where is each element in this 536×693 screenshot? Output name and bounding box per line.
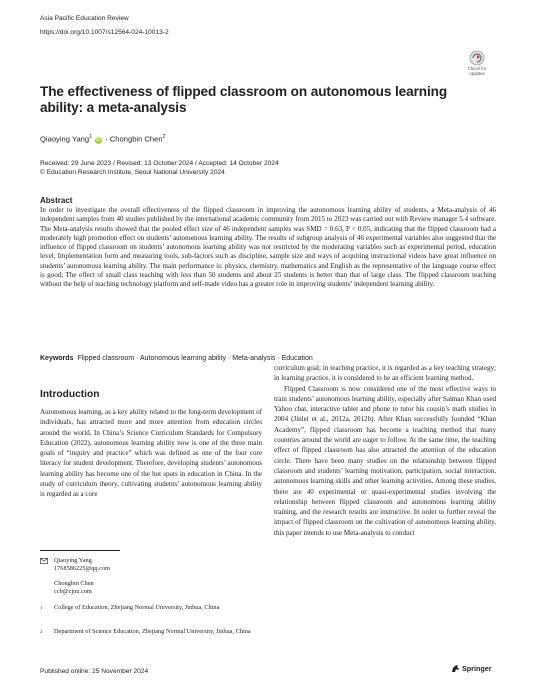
section-heading-introduction: Introduction <box>40 389 100 400</box>
contact-email[interactable]: ccb@zjnu.com <box>54 587 92 595</box>
badge-label <box>458 66 496 76</box>
published-online: Published online: 25 November 2024 <box>40 668 149 675</box>
contact-email[interactable]: 1768586225@qq.com <box>54 565 110 573</box>
author-list <box>40 134 165 144</box>
doi-link[interactable]: https://doi.org/10.1007/s12564-024-10013-2 <box>40 29 169 36</box>
footnote-rule <box>40 550 120 551</box>
author-name[interactable]: Chongbin Chen <box>109 134 163 144</box>
paragraph: curriculum goal; in teaching practice, it is regarded as a key teaching strategy; in learning practice, it is considered to be an efficient learning method. <box>274 364 496 383</box>
check-updates-icon <box>458 50 496 66</box>
check-for-updates-badge[interactable] <box>458 50 496 80</box>
author-separator: · <box>105 134 108 144</box>
affiliation-text: College of Education, Zhejiang Normal University, Jinhua, China <box>54 604 220 611</box>
orcid-icon[interactable]: iD <box>96 136 101 143</box>
affiliation-sup: 2 <box>162 134 166 140</box>
abstract-text: In order to investigate the overall effectiveness of the flipped classroom in improving the autonomous learning ability of students, a Meta-analysis of 46 independent samples from 40 studies published by the international academic community from 2015 to 2023 was carried out with Review manager 5.4 software. The Meta-analysis results showed that the pooled effect size of 46 independent samples was SMD = 0.63, P < 0.05, indicating that the flipped classroom had a moderately high promotion effect on students’ autonomous learning ability. The results of subgroup analysis of 46 experimental variables also suggested that the influence of flipped classroom on students’ autonomous learning ability was not restricted by the moderating variables such as experimental period, education level, Implementation form and measuring tools, sub-factors such as discipline, sample size and ways of acquiring instructional videos have great influence on students’ autonomous learning ability. The main performance is: physics, chemistry, mathematics and English as the representative of the language course effect is good; The effect of small class teaching with less than 50 students and about 25 students is better than that of large class. The flipped classroom teaching without the help of teaching technology platform and self-made video has a greater role in improving students’ independent learning ability. <box>40 206 496 289</box>
copyright-line: © Education Research Institute, Seoul National University 2024 <box>40 168 225 176</box>
journal-name: Asia Pacific Education Review <box>40 15 129 22</box>
mail-icon <box>40 558 48 564</box>
publisher-logo[interactable] <box>451 664 492 673</box>
intro-left-column: Autonomous learning, as a key ability related to the long-term development of individuals, has attracted more and more attention from education circles around the world. In China’s Science Curriculum Standards for Compulsory Education (2022), autonomous learning ability now is one of the three main goals of “inquiry and practice” which was defined as one of the four core literacy for student development. Therefore, developing students’ autonomous learning ability has become one of the hot spots in education in China. In the study of curriculum theory, cultivating students’ autonomous learning ability is regarded as a core <box>40 408 262 499</box>
intro-right-column <box>274 363 496 538</box>
contact-name: Qiaoying Yang <box>54 557 92 564</box>
affiliation-1 <box>40 604 260 612</box>
keywords-label: Keywords <box>40 355 74 362</box>
keywords <box>40 355 496 362</box>
affiliation-2 <box>40 628 260 636</box>
abstract-heading: Abstract <box>40 196 73 205</box>
paragraph: Flipped Classroom is now considered one of the most effective ways to train students’ autonomous learning ability, especially after Salman Khan used Yahoo chat, interactive tablet and phone to tutor his cousin’s math studies in 2004 (Jinlei et al., 2012a, 2012b). After Khan successfully founded “Khan Academy”, flipped classroom has become a teaching method that many countries around the world are eager to follow. At the same time, the teaching effect of flipped classroom has also attracted the attention of the education circle. There have been many studies on the relationship between flipped classroom and students’ learning motivation, participation, social interaction, autonomous learning skills and other learning activities. Among these studies, there are 40 experimental or quasi-experimental studies involving the relationship between flipped classroom and autonomous learning ability training, and the research results are instructive. In order to further reveal the impact of flipped classroom on the cultivation of autonomous learning ability, this paper intends to use Meta-analysis to conduct <box>274 384 496 537</box>
badge-label-line1: Check for <box>467 66 487 71</box>
publisher-name: Springer <box>462 664 492 673</box>
contact-name: Chongbin Chen <box>54 579 94 587</box>
author-name[interactable]: Qiaoying Yang <box>40 134 90 144</box>
affiliation-number: 2 <box>40 629 43 634</box>
paper-title: The effectiveness of flipped classroom on autonomous learning ability: a meta‑analysis <box>40 84 448 115</box>
badge-label-line2: updates <box>469 71 485 76</box>
publication-dates <box>40 160 279 177</box>
dates-line: Received: 29 June 2023 / Revised: 13 October 2024 / Accepted: 14 October 2024 <box>40 160 279 167</box>
affiliation-number: 1 <box>40 605 43 610</box>
affiliation-text: Department of Science Education, Zhejiang Normal University, Jinhua, China <box>54 628 251 635</box>
springer-horse-icon <box>451 664 460 673</box>
affiliation-sup: 1 <box>89 134 92 140</box>
contact-info <box>54 557 110 596</box>
keywords-text: Flipped classroom · Autonomous learning ability · Meta-analysis · Education <box>77 355 313 362</box>
